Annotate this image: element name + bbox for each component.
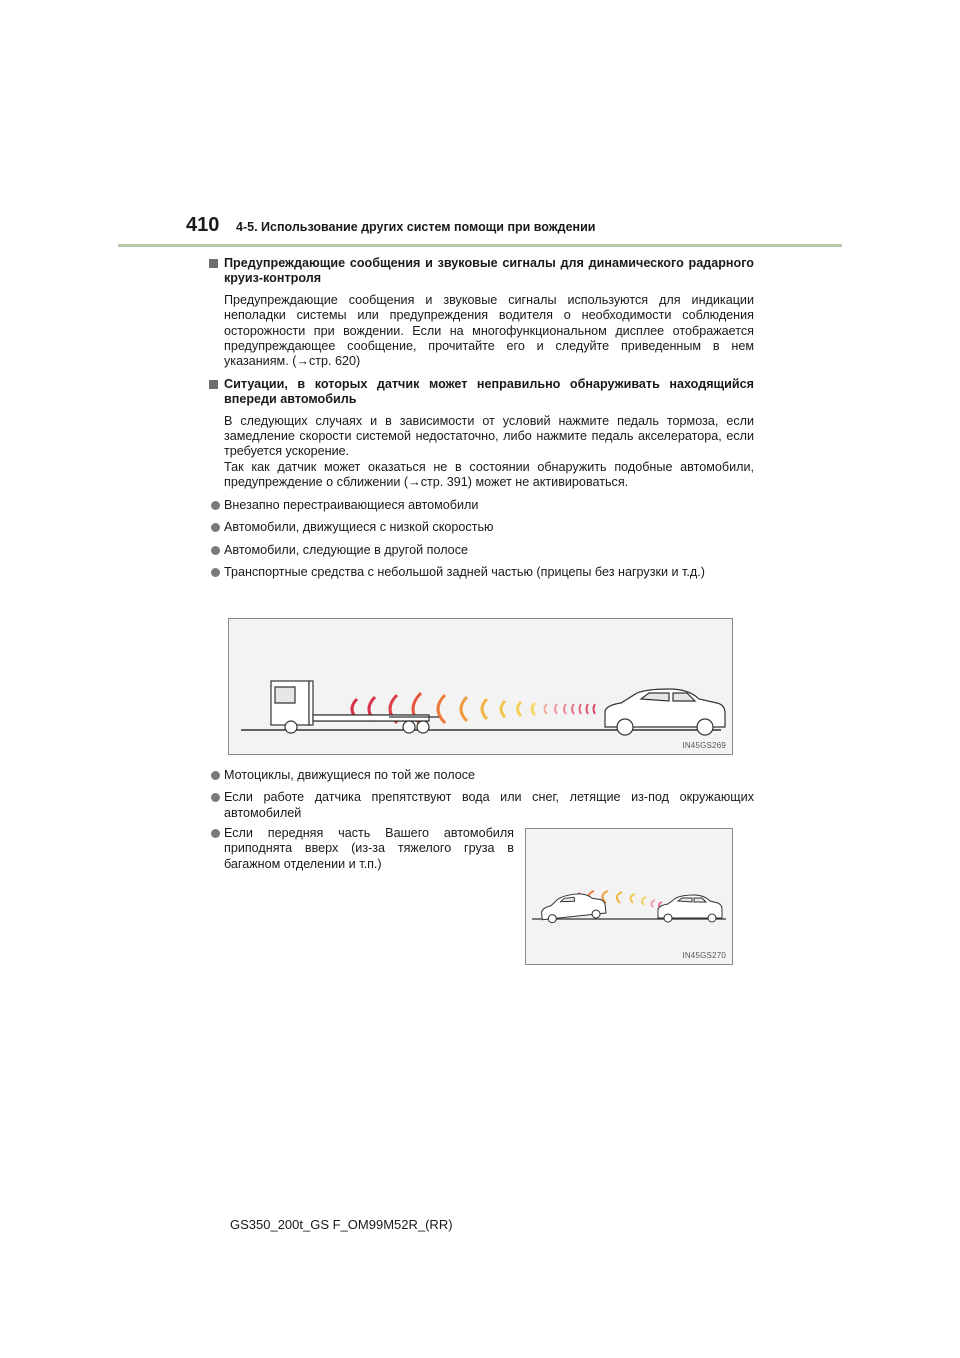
document-footer: GS350_200t_GS F_OM99M52R_(RR) bbox=[230, 1217, 453, 1232]
list-item bbox=[208, 768, 754, 783]
list-item-text: Мотоциклы, движущиеся по той же полосе bbox=[224, 768, 475, 782]
list-item bbox=[208, 520, 754, 535]
raised-front-illustration bbox=[526, 829, 732, 964]
list-item-text: Автомобили, движущиеся с низкой скоростью bbox=[224, 520, 494, 535]
paragraph-warnings: Предупреждающие сообщения и звуковые сигналы используются для индикации неполадки системы или предупреждения водителя о необходимости соблюдения осторожности при вождении. Если на многофункциональном дисплее отображается предупреждающее сообщение, прочитайте его и следуйте приведенным в нем указаниям. (→стр. 620) bbox=[224, 292, 754, 369]
bullet-with-figure bbox=[208, 826, 514, 879]
list-item-text: Если работе датчика препятствуют вода или снег, летящие из-под окружающих автомобилей bbox=[224, 790, 754, 820]
square-bullet-icon bbox=[209, 380, 218, 389]
header-divider bbox=[118, 244, 842, 247]
round-bullet-icon bbox=[211, 793, 220, 802]
paragraph-line: В следующих случаях и в зависимости от условий нажмите педаль тормоза, если замедление скорости системой недостаточно, либо нажмите педаль акселератора, если требуется ускорение. bbox=[224, 413, 754, 459]
round-bullet-icon bbox=[211, 546, 220, 555]
square-bullet-icon bbox=[209, 259, 218, 268]
round-bullet-icon bbox=[211, 568, 220, 577]
heading-situations-text: Ситуации, в которых датчик может неправильно обнаруживать находящийся впереди автомобиль bbox=[224, 376, 754, 407]
list-item-text: Внезапно перестраивающиеся автомобили bbox=[224, 497, 479, 512]
illustration-raised-front bbox=[525, 828, 733, 965]
round-bullet-icon bbox=[211, 501, 220, 510]
list-item bbox=[208, 543, 754, 558]
list-item bbox=[208, 498, 754, 513]
heading-warnings-text: Предупреждающие сообщения и звуковые сигналы для динамического радарного круиз-контроля bbox=[224, 256, 754, 286]
car-icon bbox=[658, 895, 722, 922]
paragraph-line: Так как датчик может оказаться не в состоянии обнаружить подобные автомобили, предупреждение о сближении (→стр. 391) может не активироваться. bbox=[224, 459, 754, 490]
round-bullet-icon bbox=[211, 771, 220, 780]
main-content bbox=[208, 256, 754, 587]
figure-code: IN45GS270 bbox=[682, 951, 726, 960]
round-bullet-icon bbox=[211, 829, 220, 838]
section-title: 4-5. Использование других систем помощи при вождении bbox=[236, 220, 596, 234]
list-item bbox=[208, 826, 514, 872]
page-number: 410 bbox=[186, 214, 220, 236]
heading-warnings bbox=[208, 256, 754, 287]
list-item-text: Автомобили, следующие в другой полосе bbox=[224, 542, 468, 557]
car-icon bbox=[605, 689, 725, 735]
figure-code: IN45GS269 bbox=[682, 741, 726, 750]
list-item-text: Транспортные средства с небольшой задней частью (прицепы без нагрузки и т.д.) bbox=[224, 564, 705, 579]
heading-situations bbox=[208, 377, 754, 408]
bullets-after-figure bbox=[208, 768, 754, 828]
list-item bbox=[208, 790, 754, 821]
list-item-text: Если передняя часть Вашего автомобиля приподнята вверх (из-за тяжелого груза в багажном отделении и т.п.) bbox=[224, 826, 514, 871]
trailer-radar-illustration bbox=[229, 619, 732, 754]
illustration-trailer bbox=[228, 618, 733, 755]
list-item bbox=[208, 565, 754, 580]
paragraph-situations bbox=[208, 414, 754, 491]
round-bullet-icon bbox=[211, 523, 220, 532]
